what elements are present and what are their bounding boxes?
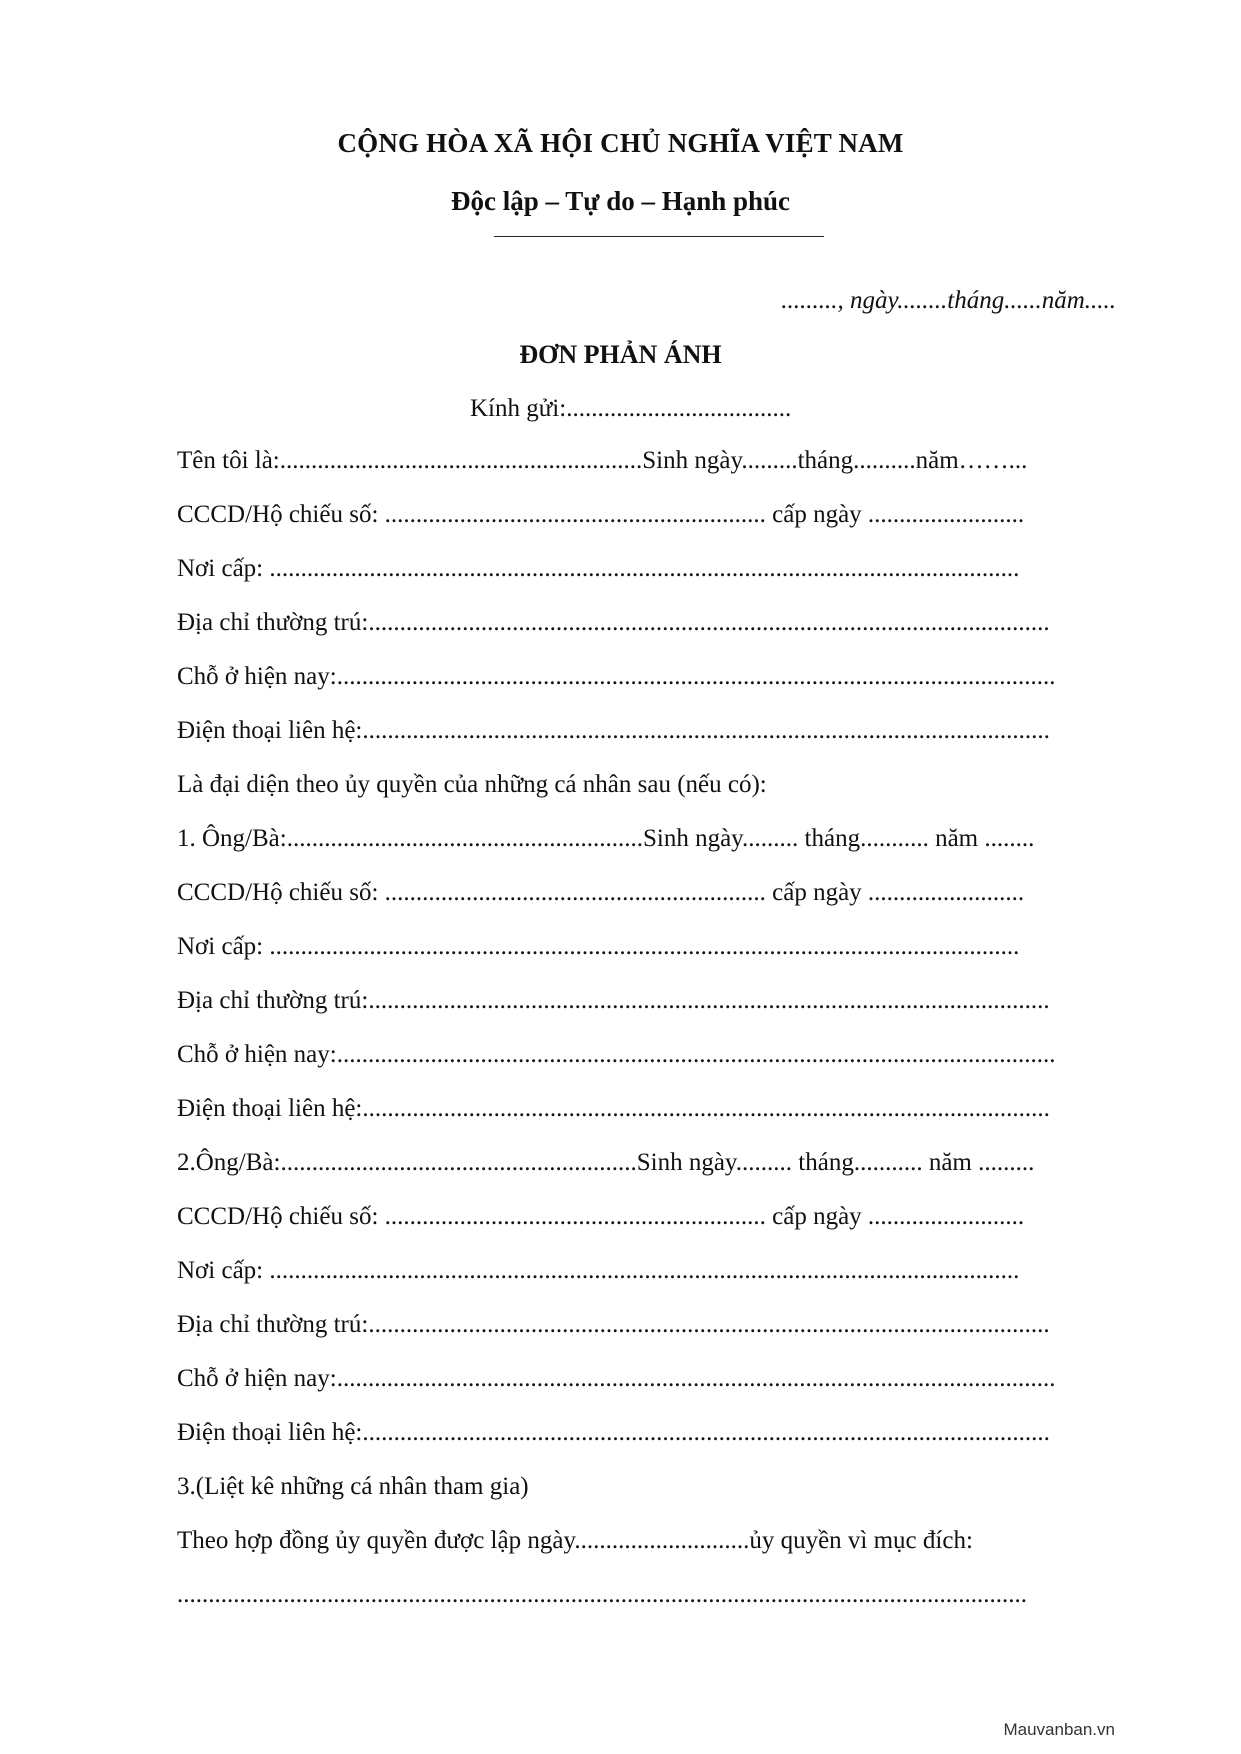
- form-line-permanent-address: Địa chỉ thường trú:.............................................................................................................: [177, 609, 1050, 636]
- date-line: ........., ngày........tháng......năm.....: [781, 287, 1116, 314]
- form-line-person1-id: CCCD/Hộ chiếu số: ............................................................. cấp ngày .........................: [177, 879, 1025, 906]
- form-line-current-residence: Chỗ ở hiện nay:...................................................................................................................: [177, 663, 1056, 690]
- form-line-purpose: ........................................................................................................................................: [177, 1581, 1027, 1608]
- form-line-list-participants: 3.(Liệt kê những cá nhân tham gia): [177, 1473, 529, 1500]
- document-title: ĐƠN PHẢN ÁNH: [519, 340, 722, 369]
- form-line-person2-id: CCCD/Hộ chiếu số: ............................................................. cấp ngày .........................: [177, 1203, 1025, 1230]
- form-line-person2-current-residence: Chỗ ở hiện nay:...................................................................................................................: [177, 1365, 1056, 1392]
- form-line-person1-permanent-address: Địa chỉ thường trú:.............................................................................................................: [177, 987, 1050, 1014]
- form-line-person2-place-of-issue: Nơi cấp: ........................................................................................................................: [177, 1257, 1020, 1284]
- form-line-authorization-contract: Theo hợp đồng ủy quyền được lập ngày............................ủy quyền vì mục đích:: [177, 1527, 973, 1554]
- form-line-representation: Là đại diện theo ủy quyền của những cá nhân sau (nếu có):: [177, 771, 767, 798]
- form-line-person1-place-of-issue: Nơi cấp: ........................................................................................................................: [177, 933, 1020, 960]
- form-line-place-of-issue: Nơi cấp: ........................................................................................................................: [177, 555, 1020, 582]
- header-divider: [494, 236, 824, 237]
- form-line-person1-current-residence: Chỗ ở hiện nay:...................................................................................................................: [177, 1041, 1056, 1068]
- form-line-person1-phone: Điện thoại liên hệ:..............................................................................................................: [177, 1095, 1050, 1122]
- form-line-full-name: Tên tôi là:..........................................................Sinh ngày.........tháng..........năm……...: [177, 447, 1028, 474]
- form-line-phone: Điện thoại liên hệ:..............................................................................................................: [177, 717, 1050, 744]
- watermark: Mauvanban.vn: [1003, 1720, 1115, 1739]
- form-line-person2-permanent-address: Địa chỉ thường trú:.............................................................................................................: [177, 1311, 1050, 1338]
- motto: Độc lập – Tự do – Hạnh phúc: [450, 186, 791, 216]
- recipient-line: Kính gửi:....................................: [470, 395, 792, 422]
- form-line-person2-phone: Điện thoại liên hệ:..............................................................................................................: [177, 1419, 1050, 1446]
- national-title: CỘNG HÒA XÃ HỘI CHỦ NGHĨA VIỆT NAM: [337, 128, 904, 158]
- form-line-person1-name: 1. Ông/Bà:.........................................................Sinh ngày......... tháng........... năm ........: [177, 825, 1035, 852]
- form-line-person2-name: 2.Ông/Bà:.........................................................Sinh ngày......... tháng........... năm .........: [177, 1149, 1035, 1176]
- form-line-id-number: CCCD/Hộ chiếu số: ............................................................. cấp ngày .........................: [177, 501, 1025, 528]
